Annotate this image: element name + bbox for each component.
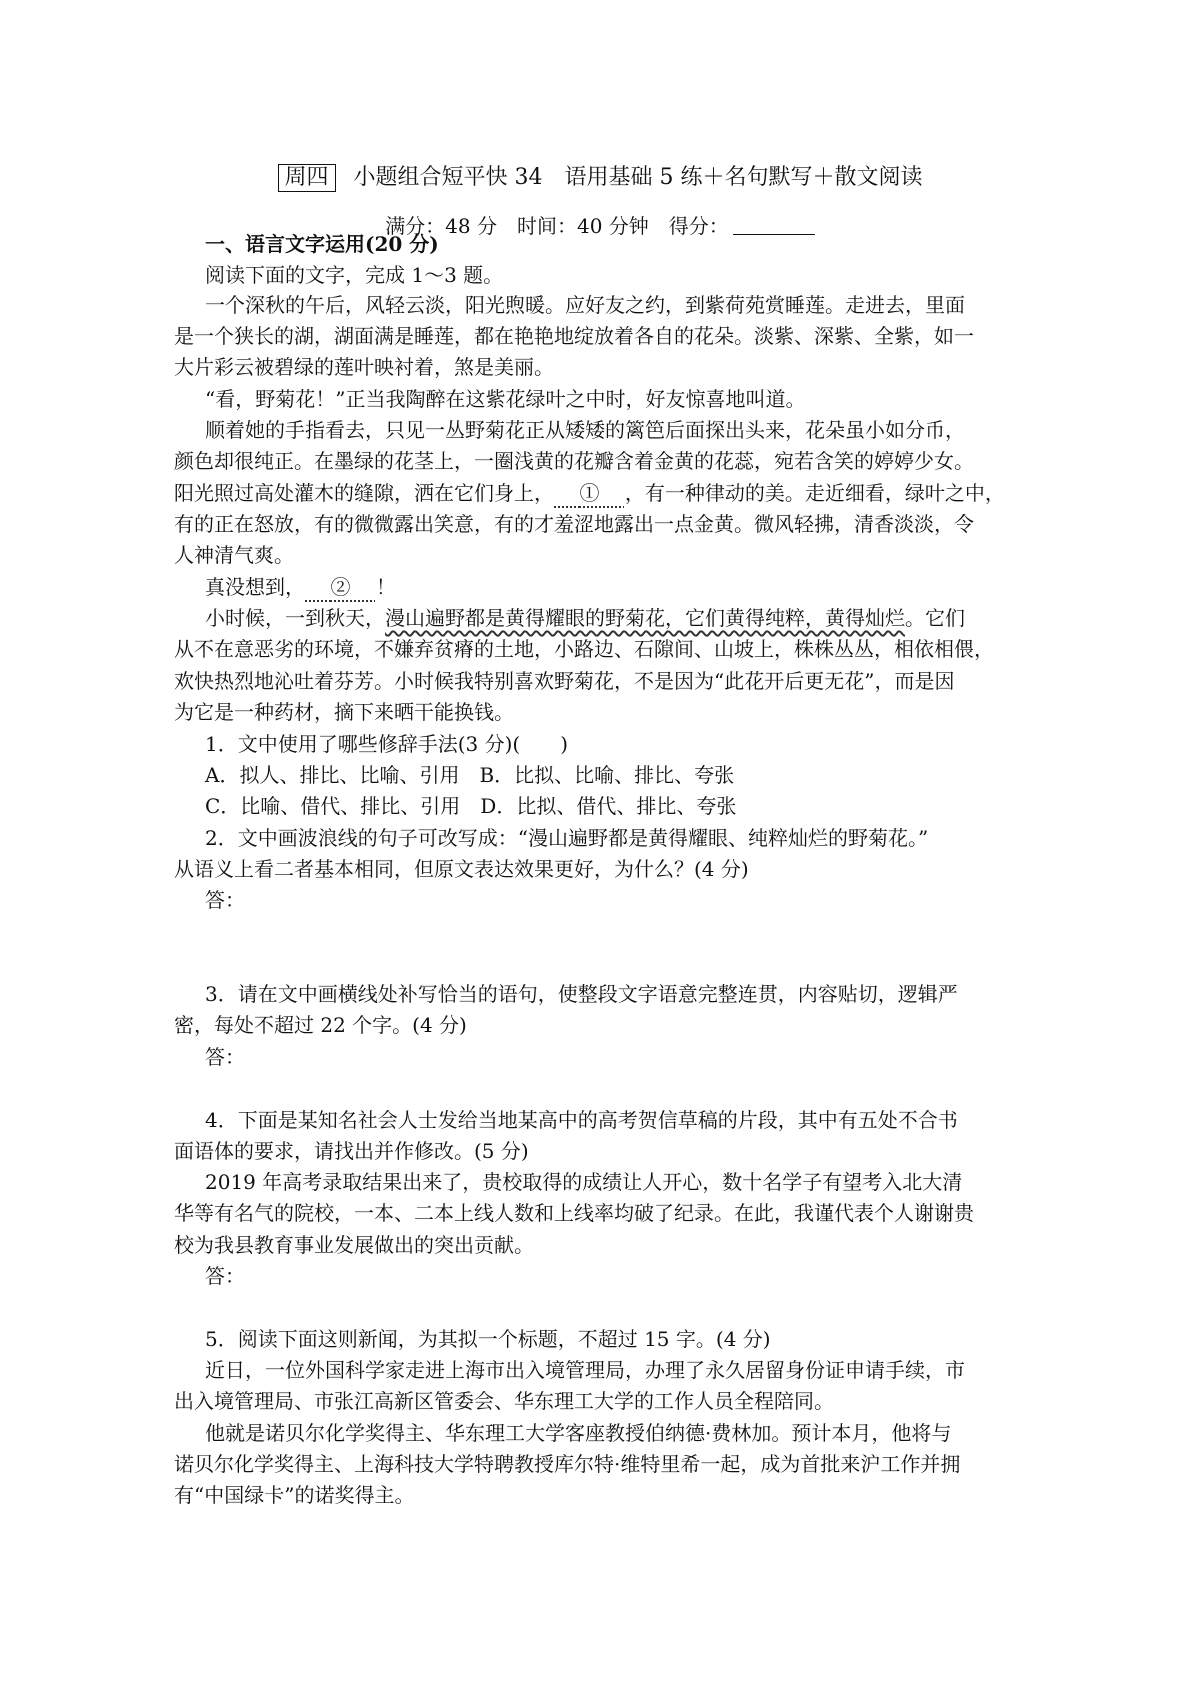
passage-line: 有的正在怒放，有的微微露出笑意，有的才羞涩地露出一点金黄。微风轻拂，清香淡淡，令 <box>174 512 974 536</box>
passage-line: 颜色却很纯正。在墨绿的花茎上，一圈浅黄的花瓣含着金黄的花蕊，宛若含笑的婷婷少女。 <box>174 449 974 473</box>
question-5-passage: 有“中国绿卡”的诺奖得主。 <box>174 1483 415 1507</box>
title-text: 小题组合短平快 34 语用基础 5 练＋名句默写＋散文阅读 <box>353 165 923 190</box>
passage-fragment: ！ <box>375 575 396 599</box>
question-3-stem: 密，每处不超过 22 个字。(4 分) <box>174 1013 467 1037</box>
section-intro: 阅读下面的文字，完成 1～3 题。 <box>205 263 504 287</box>
question-4-answer: 答： <box>205 1264 245 1288</box>
question-5-passage: 近日，一位外国科学家走进上海市出入境管理局，办理了永久居留身份证申请手续，市 <box>205 1358 965 1382</box>
fill-blank-1 <box>554 481 625 505</box>
blank-marker: ② <box>330 575 351 599</box>
question-3-answer: 答： <box>205 1045 245 1069</box>
passage-line <box>205 603 965 633</box>
score-meta <box>0 210 1200 239</box>
question-4-stem: 4．下面是某知名社会人士发给当地某高中的高考贺信草稿的片段，其中有五处不合书 <box>205 1108 958 1132</box>
day-tag: 周四 <box>278 164 336 192</box>
passage-fragment: ，有一种律动的美。走近细看，绿叶之中， <box>624 481 1005 505</box>
passage-line: 欢快热烈地沁吐着芬芳。小时候我特别喜欢野菊花，不是因为“此花开后更无花”，而是因 <box>174 669 955 693</box>
question-2-answer: 答： <box>205 888 245 912</box>
question-5-passage: 出入境管理局、市张江高新区管委会、华东理工大学的工作人员全程陪同。 <box>174 1389 834 1413</box>
page-title <box>0 160 1200 192</box>
question-4-stem: 面语体的要求，请找出并作修改。(5 分) <box>174 1139 529 1163</box>
passage-line: 为它是一种药材，摘下来晒干能换钱。 <box>174 700 514 724</box>
passage-fragment: 真没想到， <box>205 575 305 599</box>
section-heading: 一、语言文字运用(20 分) <box>205 232 439 256</box>
question-1-options: C．比喻、借代、排比、引用 D．比拟、借代、排比、夸张 <box>205 794 737 818</box>
blank-marker: ① <box>579 481 600 505</box>
passage-line: 是一个狭长的湖，湖面满是睡莲，都在艳艳地绽放着各自的花朵。淡紫、深紫、全紫，如一 <box>174 324 974 348</box>
passage-line: 人神清气爽。 <box>174 543 294 567</box>
question-1-options: A．拟人、排比、比喻、引用 B．比拟、比喻、排比、夸张 <box>205 763 735 787</box>
question-5-passage: 他就是诺贝尔化学奖得主、华东理工大学客座教授伯纳德·费林加。预计本月，他将与 <box>205 1421 952 1445</box>
passage-fragment: 小时候，一到秋天， <box>205 606 385 630</box>
meta-text: 满分：48 分 时间：40 分钟 得分： <box>385 214 729 238</box>
passage-line: “看，野菊花！”正当我陶醉在这紫花绿叶之中时，好友惊喜地叫道。 <box>205 387 806 411</box>
question-4-passage: 华等有名气的院校，一本、二本上线人数和上线率均破了纪录。在此，我谨代表个人谢谢贵 <box>174 1201 974 1225</box>
passage-fragment: 阳光照过高处灌木的缝隙，洒在它们身上， <box>174 481 554 505</box>
question-2-stem: 2．文中画波浪线的句子可改写成：“漫山遍野都是黄得耀眼、纯粹灿烂的野菊花。” <box>205 826 929 850</box>
score-blank <box>733 214 815 235</box>
question-2-stem: 从语义上看二者基本相同，但原文表达效果更好，为什么？(4 分) <box>174 857 749 881</box>
passage-line: 一个深秋的午后，风轻云淡，阳光煦暖。应好友之约，到紫荷苑赏睡莲。走进去，里面 <box>205 293 965 317</box>
question-3-stem: 3．请在文中画横线处补写恰当的语句，使整段文字语意完整连贯，内容贴切，逻辑严 <box>205 982 958 1006</box>
wavy-sentence: 漫山遍野都是黄得耀眼的野菊花，它们黄得纯粹，黄得灿烂 <box>385 606 905 630</box>
question-5-passage: 诺贝尔化学奖得主、上海科技大学特聘教授库尔特·维特里希一起，成为首批来沪工作并拥 <box>174 1452 961 1476</box>
question-5-stem: 5．阅读下面这则新闻，为其拟一个标题，不超过 15 字。(4 分) <box>205 1327 771 1351</box>
passage-line: 从不在意恶劣的环境，不嫌弃贫瘠的土地，小路边、石隙间、山坡上，株株丛丛，相依相偎， <box>174 637 994 661</box>
question-4-passage: 校为我县教育事业发展做出的突出贡献。 <box>174 1233 534 1257</box>
passage-line <box>205 572 396 602</box>
passage-line: 大片彩云被碧绿的莲叶映衬着，煞是美丽。 <box>174 355 554 379</box>
fill-blank-2 <box>305 575 376 599</box>
passage-fragment: 。它们 <box>905 606 965 630</box>
passage-line: 顺着她的手指看去，只见一丛野菊花正从矮矮的篱笆后面探出头来，花朵虽小如分币， <box>205 418 965 442</box>
question-4-passage: 2019 年高考录取结果出来了，贵校取得的成绩让人开心，数十名学子有望考入北大清 <box>205 1170 963 1194</box>
passage-line <box>174 478 1005 508</box>
question-1-stem: 1．文中使用了哪些修辞手法(3 分)( ) <box>205 732 569 756</box>
